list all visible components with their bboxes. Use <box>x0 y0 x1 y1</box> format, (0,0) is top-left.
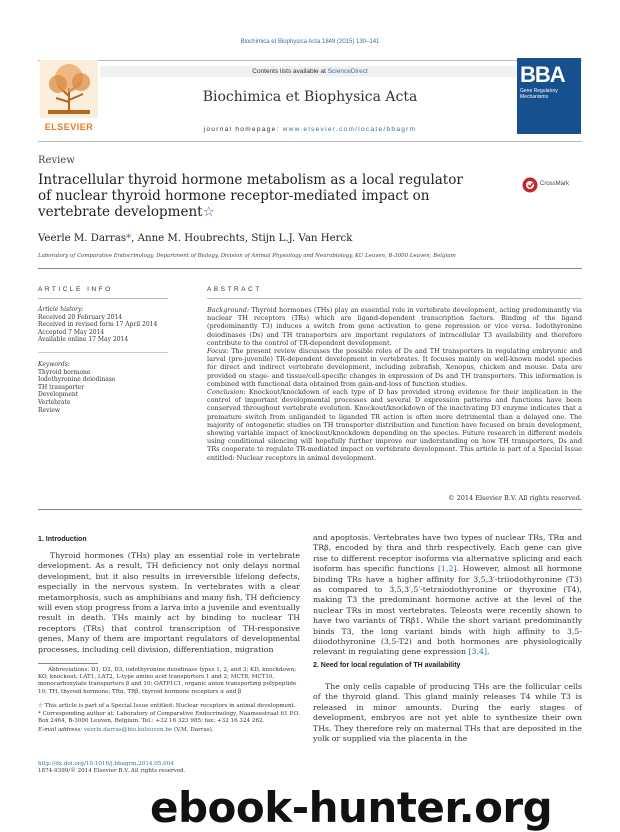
affiliation: Laboratory of Comparative Endocrinology, Department of Biology, Division of Animal Physiology and Neurobiology, KU Leuven, B-3000 Leuven, Belgium <box>38 253 456 259</box>
crossmark-icon <box>522 177 538 193</box>
right-text-part3: . <box>486 647 490 657</box>
abstract-focus: The present review discusses the possible roles of Ds and TH transporters in regulating embryonic and larval (pre-juvenile) TR-dependent development in vertebrates. It focuses mainly on well-known model species for direct and indirect vertebrate development, including zebrafish, Xenopus, chicken and mouse. Data are provided on stage- and tissue/cell-specific changes in expression of Ds and TH transporters. This information is combined with functional data obtained from gain-and-loss of function studies. <box>207 347 582 388</box>
keywords-label: Keywords: <box>38 361 70 368</box>
journal-title: Biochimica et Biophysica Acta <box>202 89 418 105</box>
crossmark-label: CrossMark <box>540 181 570 187</box>
co-authors: , Anne M. Houbrechts, Stijn L.J. Van Herck <box>131 233 353 244</box>
email-footnote <box>38 727 300 734</box>
history-label: Article history: <box>38 306 84 313</box>
keyword: Vertebrate <box>38 398 71 406</box>
corresponding-author-mark[interactable]: * <box>126 233 132 244</box>
title-footnote-mark[interactable]: ☆ <box>202 204 215 220</box>
elsevier-wordmark: ELSEVIER <box>44 122 94 132</box>
keywords <box>38 361 168 414</box>
keyword: Thyroid hormone <box>38 368 91 376</box>
info-divider <box>38 352 168 353</box>
crossmark-badge[interactable] <box>522 175 582 195</box>
history-revised: Received in revised form 17 April 2014 <box>38 321 158 329</box>
email-label: E-mail address: <box>38 727 84 733</box>
abstract-bottom-divider <box>38 509 582 510</box>
abstract-divider <box>207 298 582 299</box>
first-author: Veerle M. Darras <box>38 233 127 244</box>
section-heading: 1. Introduction <box>38 536 87 543</box>
journal-citation[interactable]: Biochimica et Biophysica Acta 1849 (2015) 130–141 <box>240 39 380 45</box>
abstract-body <box>207 306 582 462</box>
journal-homepage <box>100 126 520 133</box>
contents-line <box>100 66 520 77</box>
abstract-heading: ABSTRACT <box>207 286 262 293</box>
email-link[interactable]: veerle.darras@bio.kuleuven.be <box>83 727 173 733</box>
sciencedirect-link[interactable]: ScienceDirect <box>327 68 368 75</box>
abstract-conclusion: Knockout/knockdown of each type of D has provided strong evidence for their implication in the control of important developmental processes and several D expression patterns and functions have been conserved throughout vertebrate evolution. Knockout/knockdown of the inactivating D3 enzyme indicates that a premature switch from unliganded to liganded TR action is often more detrimental than a delayed one. The majority of ontogenetic studies on TH transporter distribution and function have focused on brain development, showing variable impact of knockout/knockdown depending on the species. Future research in different models using conditional silencing will hopefully further improve our understanding on how TH transporters, Ds and TRs cooperate to regulate TR-mediated impact on vertebrate development. This article is part of a Special Issue entitled: Nuclear receptors in animal development. <box>207 388 582 462</box>
contents-prefix: Contents lists available at <box>252 68 328 75</box>
article-info-divider <box>38 298 168 299</box>
author-list <box>38 233 352 244</box>
intro-paragraph: Thyroid hormones (THs) play an essential role in vertebrate development. As a result, TH deficiency not only delays normal development, but it also results in irreversible lifelong defects, especially in the nervous system. In vertebrates with a clear metamorphosis, such as amphibians and many fish, TH deficiency will even stop progress from a larva into a juvenile and eventually result in death. THs mainly act by binding to nuclear TH receptors (TRs) that control transcription of TH-responsive genes. Many of them are important regulators of developmental processes, including cell division, differentiation, migration <box>38 551 300 654</box>
reference-link[interactable]: [1,2] <box>437 564 457 574</box>
article-info-heading: ARTICLE INFO <box>38 286 113 293</box>
doi-link[interactable]: http://dx.doi.org/10.1016/j.bbagrm.2014.05.004 <box>38 761 174 767</box>
abstract-background: Thyroid hormones (THs) play an essential role in vertebrate development, acting predominantly via nuclear TH receptors (TRs) which are ligand-dependent transcription factors. Binding of the ligand (predominantly T3) induces a switch from gene activation to gene repression or vice versa. Iodothyronine deiodinases (Ds) and TH transporters are important regulators of intracellular T3 availability and therefore contribute to the control of TR-dependent development. <box>207 306 582 347</box>
bottom-info <box>38 761 186 775</box>
article-title-text: Intracellular thyroid hormone metabolism as a local regulator of nuclear thyroid hormone receptor-mediated impact on vertebrate development <box>38 172 463 220</box>
corresponding-author-footnote: * Corresponding author at: Laboratory of Comparative Endocrinology, Naamsestraat 61 P.O. Box 2464, B-3000 Leuven, Belgium. Tel.: +32 16 323 985; fax: +32 16 324 262. <box>38 711 300 725</box>
journal-cover <box>517 58 581 134</box>
footnote-divider <box>38 663 98 664</box>
keyword: Development <box>38 391 79 399</box>
history-online: Available online 17 May 2014 <box>38 336 129 344</box>
right-column-paragraph <box>313 533 582 658</box>
homepage-link[interactable]: www.elsevier.com/locate/bbagrm <box>282 126 417 133</box>
special-issue-footnote: ☆ This article is part of a Special Issue entitled: Nuclear receptors in animal development. <box>38 703 296 709</box>
issn-line: 1874-9399/© 2014 Elsevier B.V. All rights reserved. <box>38 768 186 774</box>
header-divider <box>38 268 582 269</box>
section2-paragraph: The only cells capable of producing THs are the follicular cells of the thyroid gland. This gland mainly releases T4 while T3 is released in minor amounts. During the early stages of development, embryos are not yet able to synthesize their own THs. They therefore rely on maternal THs that are deposited in the yolk or supplied via the placenta in the <box>313 682 582 744</box>
watermark: ebook-hunter.org <box>150 783 553 832</box>
article-title <box>38 172 478 220</box>
history-received: Received 20 February 2014 <box>38 313 123 321</box>
email-suffix: (V.M. Darras). <box>172 727 214 733</box>
abbreviations-footnote: Abbreviations: D1, D2, D3, iodothyronine deiodinase types 1, 2, and 3; KD, knockdown; KO, knockout; LAT1, LAT2, L-type amino acid transporters 1 and 2; MCT8, MCT10, monocarboxylate transporters 8 and 10; OATP1C1, organic anion transporting polypeptide 10; TH, thyroid hormone; TRα, TRβ, thyroid hormone receptors α and β <box>38 667 297 695</box>
article-type: Review <box>38 155 75 166</box>
keyword: TH transporter <box>38 383 85 391</box>
homepage-prefix: journal homepage: <box>203 126 283 133</box>
keyword: Iodothyronine deiodinase <box>38 376 116 384</box>
article-history <box>38 306 168 344</box>
section-heading: 2. Need for local regulation of TH availability <box>313 662 461 669</box>
copyright-line: © 2014 Elsevier B.V. All rights reserved. <box>448 494 582 502</box>
right-text-part1: and apoptosis. Vertebrates have two types of nuclear TRs, TRα and TRβ, encoded by thra and thrb respectively. Each gene can give rise to different receptor isoforms via alternative splicing and each isoform has specific functions <box>313 533 582 574</box>
conclusion-label: Conclusion: <box>207 388 246 397</box>
right-text-part2: . However, almost all hormone binding TRs have a higher affinity for 3,5,3′-triiodothyronine (T3) as compared to 3,5,3′,5′-tetraiodothyronine or thyroxine (T4), making T3 the predominant hormone active at the level of the nuclear TRs in most vertebrates. Teleosts were recently shown to have two variants of TRβ1. While the short variant predominantly binds T3, the long variant binds with high affinity to 3,5-diiodothyronine (3,5-T2) and both hormones are physiologically relevant in regulating gene expression <box>313 564 582 657</box>
history-accepted: Accepted 7 May 2014 <box>38 328 105 336</box>
focus-label: Focus: <box>207 347 229 356</box>
keyword: Review <box>38 406 61 414</box>
cover-title: BBA <box>520 62 565 87</box>
background-label: Background: <box>207 306 250 314</box>
reference-link[interactable]: [3,4] <box>468 647 487 657</box>
cover-subtitle: Gene Regulatory Mechanisms <box>520 88 558 100</box>
